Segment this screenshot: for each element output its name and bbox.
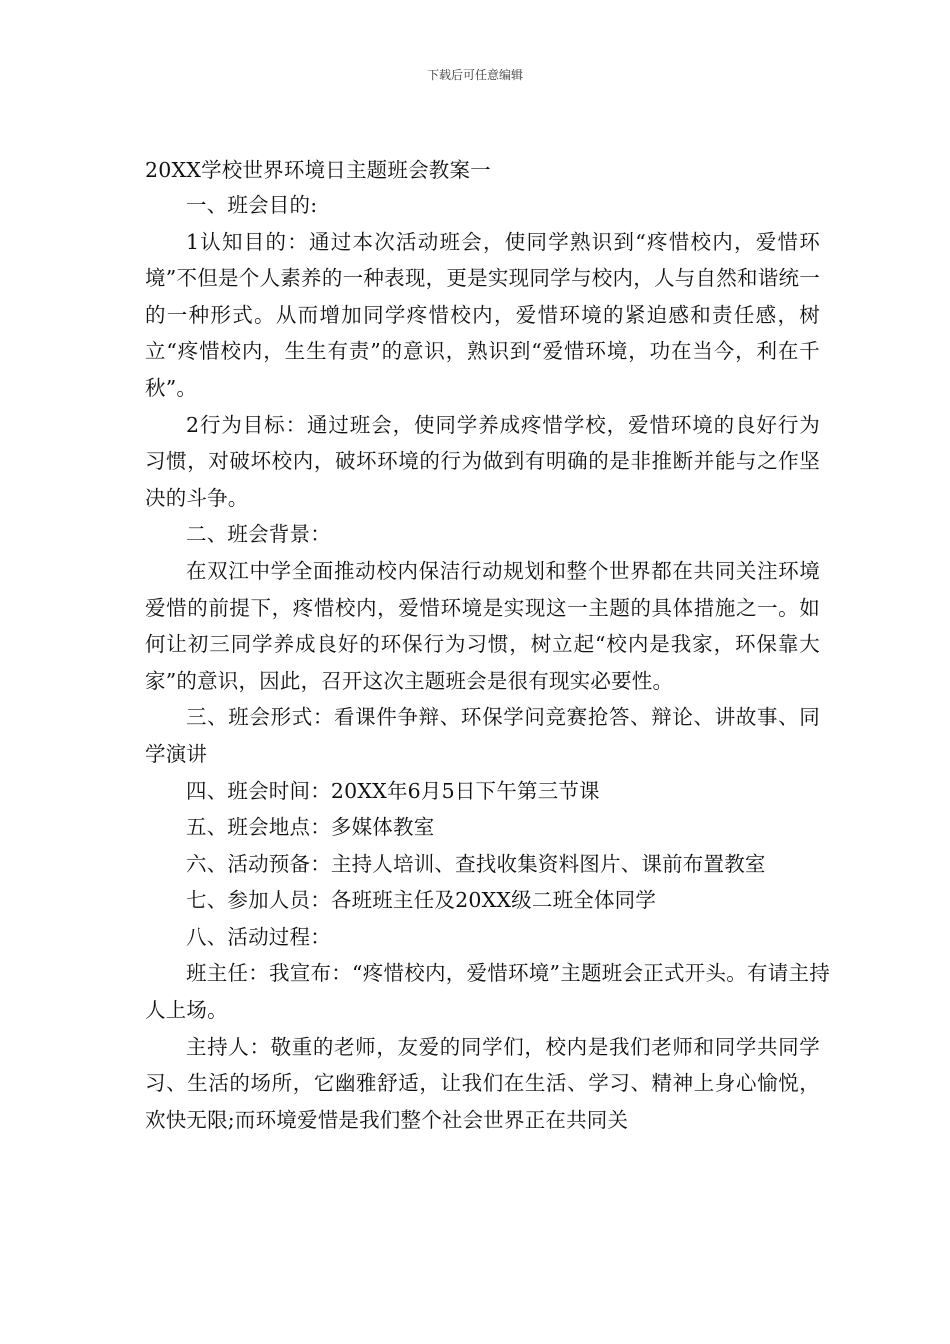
- paragraph-format: 三、班会形式：看课件争辩、环保学问竞赛抢答、辩论、讲故事、同学演讲: [145, 705, 820, 766]
- section-heading-background: 二、班会背景：: [186, 522, 331, 547]
- paragraph-cognitive-goal: 1认知目的：通过本次活动班会，使同学熟识到“疼惜校内，爱惜环境”不但是个人素养的一种表现，更是实现同学与校内，人与自然和谐统一的一种形式。从而增加同学疼惜校内，爱惜环境的紧迫感和责任感，树立“疼惜校内，生生有责”的意识，熟识到“爱惜环境，功在当今，利在千秋”。: [145, 229, 820, 400]
- paragraph-host-speech: 主持人：敬重的老师，友爱的同学们，校内是我们老师和同学共同学习、生活的场所，它幽雅舒适，让我们在生活、学习、精神上身心愉悦，欢快无限;而环境爱惜是我们整个社会世界正在共同关: [145, 1034, 820, 1132]
- section-heading-purpose: 一、班会目的:: [186, 193, 318, 217]
- section-heading-process: 八、活动过程：: [186, 924, 331, 949]
- document-body: [145, 150, 830, 1138]
- paragraph-location: 五、班会地点：多媒体教室: [186, 815, 435, 840]
- document-title: 20XX学校世界环境日主题班会教案一: [145, 158, 491, 182]
- paragraph-teacher-announcement: 班主任：我宣布：“疼惜校内，爱惜环境”主题班会正式开头。有请主持人上场。: [145, 961, 830, 1023]
- page-header: 下载后可任意编辑: [426, 68, 523, 82]
- paragraph-participants: 七、参加人员：各班班主任及20XX级二班全体同学: [186, 888, 657, 913]
- paragraph-background: 在双江中学全面推动校内保洁行动规划和整个世界都在共同关注环境爱惜的前提下，疼惜校内，爱惜环境是实现这一主题的具体措施之一。如何让初三同学养成良好的环保行为习惯，树立起“校内是我家，环保靠大家”的意识，因此，召开这次主题班会是很有现实必要性。: [145, 558, 820, 693]
- paragraph-time: 四、班会时间：20XX年6月5日下午第三节课: [186, 778, 600, 803]
- paragraph-preparation: 六、活动预备：主持人培训、查找收集资料图片、课前布置教室: [186, 851, 766, 876]
- paragraph-behavior-goal: 2行为目标：通过班会，使同学养成疼惜学校，爱惜环境的良好行为习惯，对破坏校内，破坏环境的行为做到有明确的是非推断并能与之作坚决的斗争。: [145, 412, 820, 510]
